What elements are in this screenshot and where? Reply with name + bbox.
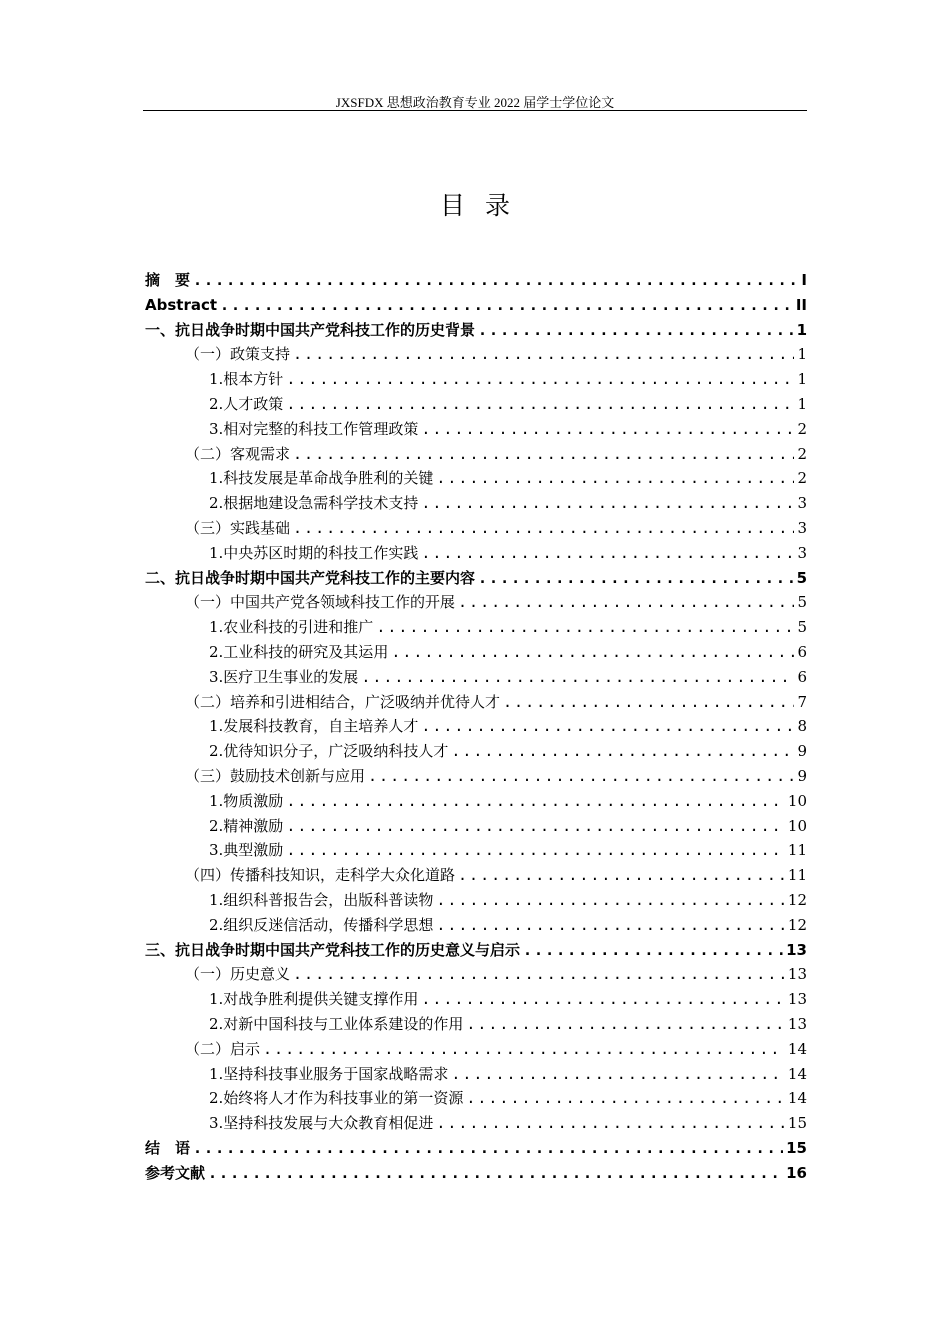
toc-entry-title: 2.根据地建设急需科学技术支持 bbox=[209, 494, 419, 513]
dot-leader bbox=[458, 863, 785, 888]
toc-entry-page: 9 bbox=[797, 742, 807, 761]
toc-entry-page: 5 bbox=[797, 593, 807, 612]
dot-leader bbox=[208, 1161, 783, 1186]
toc-entry[interactable] bbox=[145, 392, 807, 417]
toc-entry[interactable] bbox=[145, 962, 807, 987]
toc-entry[interactable] bbox=[145, 516, 807, 541]
running-header: JXSFDX 思想政治教育专业 2022 届学士学位论文 bbox=[335, 95, 615, 110]
toc-entry[interactable] bbox=[145, 838, 807, 863]
toc-entry-title: 2.始终将人才作为科技事业的第一资源 bbox=[209, 1089, 464, 1108]
toc-entry[interactable] bbox=[145, 1136, 807, 1161]
toc-entry[interactable] bbox=[145, 342, 807, 367]
table-of-contents bbox=[145, 268, 807, 1185]
toc-entry[interactable] bbox=[145, 590, 807, 615]
toc-entry-title: 3.相对完整的科技工作管理政策 bbox=[209, 419, 419, 438]
toc-entry[interactable] bbox=[145, 491, 807, 516]
toc-entry-title: 1.农业科技的引进和推广 bbox=[209, 618, 374, 637]
toc-entry[interactable] bbox=[145, 814, 807, 839]
toc-entry-page: 14 bbox=[787, 1039, 807, 1058]
dot-leader bbox=[421, 417, 794, 442]
toc-entry-page: 1 bbox=[797, 345, 807, 364]
toc-entry[interactable] bbox=[145, 1161, 807, 1186]
toc-entry-page: 2 bbox=[797, 419, 807, 438]
dot-leader bbox=[503, 690, 794, 715]
toc-entry[interactable] bbox=[145, 318, 807, 343]
toc-entry-title: 1.组织科普报告会，出版科普读物 bbox=[209, 890, 434, 909]
toc-entry-page: 15 bbox=[786, 1138, 807, 1157]
toc-entry-page: 7 bbox=[797, 692, 807, 711]
toc-entry-page: I bbox=[801, 271, 807, 289]
toc-entry-title: 三、抗日战争时期中国共产党科技工作的历史意义与启示 bbox=[145, 940, 521, 959]
toc-entry-title: 2.人才政策 bbox=[209, 394, 284, 413]
toc-entry-page: 1 bbox=[797, 370, 807, 389]
dot-leader bbox=[436, 466, 794, 491]
toc-entry-title: （三）实践基础 bbox=[185, 518, 291, 537]
toc-entry-title: 1.根本方针 bbox=[209, 370, 284, 389]
toc-entry-page: 11 bbox=[787, 841, 807, 860]
dot-leader bbox=[436, 913, 785, 938]
toc-entry[interactable] bbox=[145, 268, 807, 293]
toc-entry-title: （一）中国共产党各领域科技工作的开展 bbox=[185, 593, 456, 612]
toc-entry-title: 2.组织反迷信活动，传播科学思想 bbox=[209, 915, 434, 934]
toc-entry[interactable] bbox=[145, 913, 807, 938]
toc-entry-page: 14 bbox=[787, 1064, 807, 1083]
toc-entry[interactable] bbox=[145, 293, 807, 318]
toc-entry-page: 3 bbox=[797, 494, 807, 513]
dot-leader bbox=[421, 541, 794, 566]
toc-entry-page: 10 bbox=[787, 791, 807, 810]
toc-entry-title: 1.科技发展是革命战争胜利的关键 bbox=[209, 469, 434, 488]
toc-entry-title: 一、抗日战争时期中国共产党科技工作的历史背景 bbox=[145, 320, 476, 339]
dot-leader bbox=[286, 789, 785, 814]
dot-leader bbox=[478, 318, 794, 343]
toc-entry-title: 3.典型激励 bbox=[209, 841, 284, 860]
toc-entry[interactable] bbox=[145, 566, 807, 591]
toc-entry[interactable] bbox=[145, 987, 807, 1012]
toc-entry-page: 15 bbox=[787, 1114, 807, 1133]
toc-entry-page: 5 bbox=[796, 568, 807, 587]
toc-entry-page: 12 bbox=[787, 915, 807, 934]
toc-entry-page: 6 bbox=[797, 642, 807, 661]
toc-entry[interactable] bbox=[145, 739, 807, 764]
dot-leader bbox=[478, 566, 794, 591]
toc-entry-title: 二、抗日战争时期中国共产党科技工作的主要内容 bbox=[145, 568, 476, 587]
toc-entry[interactable] bbox=[145, 938, 807, 963]
toc-entry-page: 13 bbox=[786, 940, 807, 959]
toc-entry-page: 8 bbox=[797, 717, 807, 736]
toc-entry[interactable] bbox=[145, 640, 807, 665]
toc-entry-page: 13 bbox=[787, 1014, 807, 1033]
toc-entry-page: 2 bbox=[797, 469, 807, 488]
toc-entry[interactable] bbox=[145, 714, 807, 739]
toc-entry-page: 10 bbox=[787, 816, 807, 835]
toc-entry-title: 1.对战争胜利提供关键支撑作用 bbox=[209, 990, 419, 1009]
dot-leader bbox=[376, 615, 794, 640]
toc-entry-title: （四）传播科技知识，走科学大众化道路 bbox=[185, 866, 456, 885]
toc-entry[interactable] bbox=[145, 615, 807, 640]
dot-leader bbox=[391, 640, 794, 665]
dot-leader bbox=[466, 1086, 785, 1111]
toc-entry[interactable] bbox=[145, 1012, 807, 1037]
dot-leader bbox=[436, 888, 785, 913]
toc-entry-page: 11 bbox=[787, 866, 807, 885]
dot-leader bbox=[368, 764, 794, 789]
toc-entry[interactable] bbox=[145, 1111, 807, 1136]
toc-entry[interactable] bbox=[145, 541, 807, 566]
page-title: 目录 bbox=[439, 191, 530, 220]
toc-entry[interactable] bbox=[145, 1037, 807, 1062]
toc-entry-title: 2.工业科技的研究及其运用 bbox=[209, 642, 389, 661]
toc-entry[interactable] bbox=[145, 690, 807, 715]
toc-entry-title: 1.坚持科技事业服务于国家战略需求 bbox=[209, 1064, 449, 1083]
toc-entry[interactable] bbox=[145, 863, 807, 888]
toc-entry-page: 12 bbox=[787, 890, 807, 909]
toc-entry-title: （二）培养和引进相结合，广泛吸纳并优待人才 bbox=[185, 692, 501, 711]
toc-entry[interactable] bbox=[145, 367, 807, 392]
toc-entry-page: 5 bbox=[797, 618, 807, 637]
dot-leader bbox=[193, 268, 798, 293]
header-rule bbox=[143, 110, 807, 111]
dot-leader bbox=[193, 1136, 783, 1161]
dot-leader bbox=[293, 442, 794, 467]
toc-entry[interactable] bbox=[145, 1086, 807, 1111]
toc-entry-title: 1.发展科技教育，自主培养人才 bbox=[209, 717, 419, 736]
toc-entry-page: 1 bbox=[796, 320, 807, 339]
toc-entry[interactable] bbox=[145, 789, 807, 814]
dot-leader bbox=[293, 962, 785, 987]
toc-entry-page: 9 bbox=[797, 766, 807, 785]
dot-leader bbox=[286, 367, 794, 392]
toc-entry-title: 2.优待知识分子，广泛吸纳科技人才 bbox=[209, 742, 449, 761]
toc-entry[interactable] bbox=[145, 665, 807, 690]
toc-entry[interactable] bbox=[145, 442, 807, 467]
toc-entry-title: （二）客观需求 bbox=[185, 444, 291, 463]
dot-leader bbox=[286, 392, 794, 417]
toc-entry-page: 6 bbox=[797, 667, 807, 686]
toc-entry[interactable] bbox=[145, 1062, 807, 1087]
toc-entry-title: 2.对新中国科技与工业体系建设的作用 bbox=[209, 1014, 464, 1033]
toc-entry[interactable] bbox=[145, 466, 807, 491]
dot-leader bbox=[523, 938, 783, 963]
toc-entry-title: （一）历史意义 bbox=[185, 965, 291, 984]
toc-entry-page: 2 bbox=[797, 444, 807, 463]
toc-entry-title: 1.中央苏区时期的科技工作实践 bbox=[209, 543, 419, 562]
toc-entry-title: 摘 要 bbox=[145, 271, 191, 289]
dot-leader bbox=[293, 516, 794, 541]
toc-entry-title: 结 语 bbox=[145, 1138, 191, 1157]
dot-leader bbox=[220, 293, 793, 318]
dot-leader bbox=[361, 665, 794, 690]
toc-entry-title: 参考文献 bbox=[145, 1163, 206, 1182]
dot-leader bbox=[421, 491, 794, 516]
dot-leader bbox=[293, 342, 794, 367]
toc-entry-title: （一）政策支持 bbox=[185, 345, 291, 364]
toc-entry-page: 13 bbox=[787, 990, 807, 1009]
toc-entry-title: （二）启示 bbox=[185, 1039, 261, 1058]
toc-entry[interactable] bbox=[145, 888, 807, 913]
dot-leader bbox=[451, 739, 794, 764]
toc-entry-page: 14 bbox=[787, 1089, 807, 1108]
toc-entry-title: 2.精神激励 bbox=[209, 816, 284, 835]
toc-entry[interactable] bbox=[145, 764, 807, 789]
dot-leader bbox=[263, 1037, 785, 1062]
toc-entry-page: 3 bbox=[797, 518, 807, 537]
toc-entry-title: Abstract bbox=[145, 295, 218, 314]
toc-entry-page: 3 bbox=[797, 543, 807, 562]
dot-leader bbox=[466, 1012, 785, 1037]
dot-leader bbox=[286, 838, 785, 863]
toc-entry-page: 1 bbox=[797, 394, 807, 413]
dot-leader bbox=[421, 714, 794, 739]
toc-entry-title: 3.坚持科技发展与大众教育相促进 bbox=[209, 1114, 434, 1133]
dot-leader bbox=[458, 590, 794, 615]
dot-leader bbox=[421, 987, 785, 1012]
toc-entry-title: 3.医疗卫生事业的发展 bbox=[209, 667, 359, 686]
toc-entry-title: 1.物质激励 bbox=[209, 791, 284, 810]
toc-entry[interactable] bbox=[145, 417, 807, 442]
dot-leader bbox=[451, 1062, 785, 1087]
dot-leader bbox=[436, 1111, 785, 1136]
toc-entry-page: 16 bbox=[786, 1163, 807, 1182]
toc-entry-page: II bbox=[795, 295, 807, 314]
dot-leader bbox=[286, 814, 785, 839]
toc-entry-title: （三）鼓励技术创新与应用 bbox=[185, 766, 366, 785]
toc-entry-page: 13 bbox=[787, 965, 807, 984]
